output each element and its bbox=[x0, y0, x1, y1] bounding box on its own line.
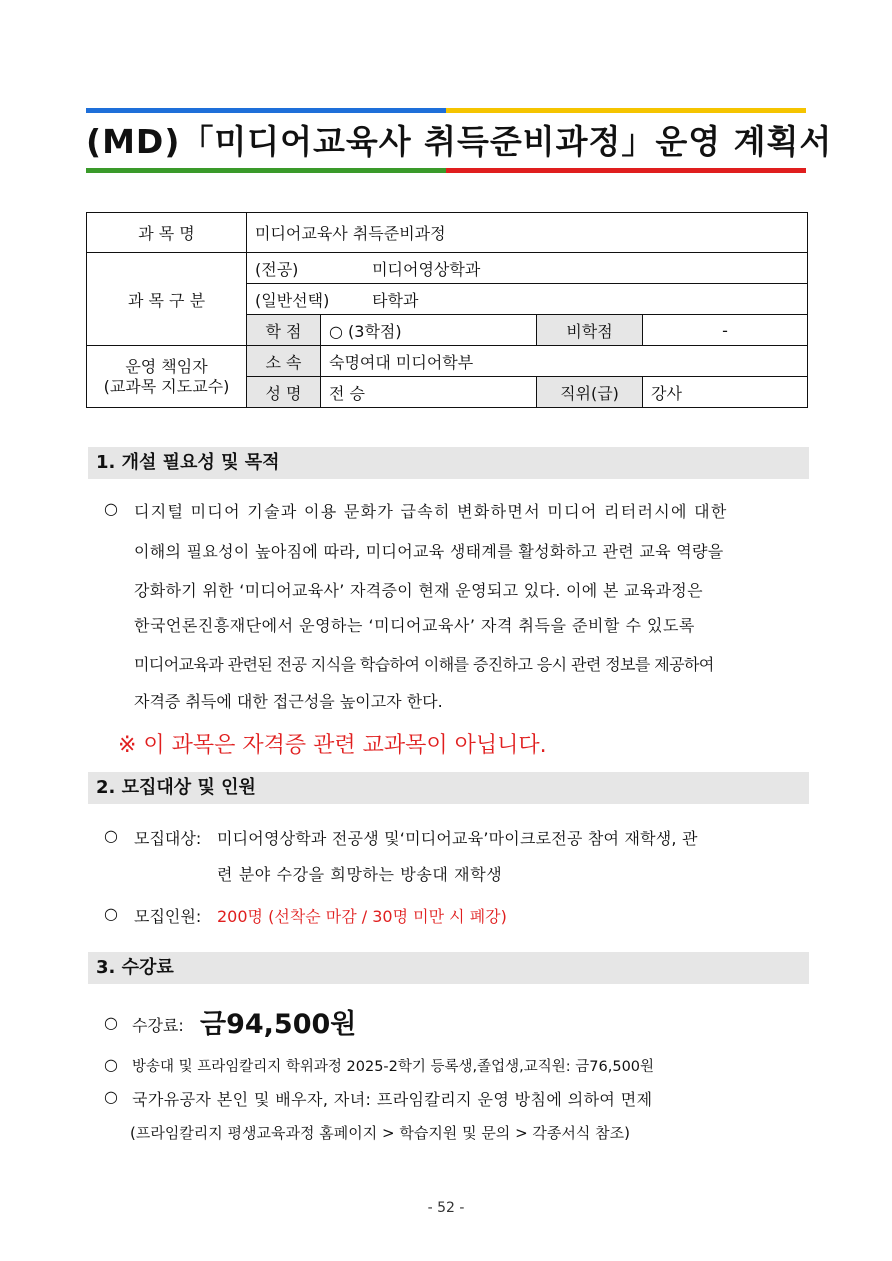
affiliation-value: 숙명여대 미디어학부 bbox=[321, 346, 808, 377]
bottom-bar-red bbox=[446, 168, 806, 173]
course-name-value: 미디어교육사 취득준비과정 bbox=[247, 213, 808, 253]
credit-value: ○ (3학점) bbox=[321, 315, 537, 346]
name-value: 전 승 bbox=[321, 377, 537, 408]
target-label: 모집대상: bbox=[134, 829, 202, 848]
section1-line: 한국언론진흥재단에서 운영하는 ‘미디어교육사’ 자격 취득을 준비할 수 있도록 bbox=[134, 616, 695, 635]
course-name-label: 과 목 명 bbox=[87, 213, 247, 253]
section1-line: 자격증 취득에 대한 접근성을 높이고자 한다. bbox=[134, 692, 443, 711]
major-tag: (전공) bbox=[255, 259, 299, 279]
position-value: 강사 bbox=[643, 377, 808, 408]
count-label: 모집인원: bbox=[134, 907, 202, 926]
section1-line: 디지털 미디어 기술과 이용 문화가 급속히 변화하면서 미디어 리터러시에 대한 bbox=[134, 502, 728, 521]
exempt-line2: (프라임칼리지 평생교육과정 홈페이지 > 학습지원 및 문의 > 각종서식 참조) bbox=[130, 1124, 630, 1142]
fee-label: 수강료: bbox=[132, 1016, 184, 1035]
course-info-table bbox=[86, 212, 808, 408]
target-line2: 련 분야 수강을 희망하는 방송대 재학생 bbox=[217, 865, 503, 884]
noncredit-label: 비학점 bbox=[537, 315, 643, 346]
bullet-circle: ○ bbox=[104, 1087, 118, 1106]
section3-heading: 3. 수강료 bbox=[88, 952, 809, 984]
affiliation-label: 소 속 bbox=[247, 346, 321, 377]
bottom-bar-green bbox=[86, 168, 446, 173]
major-value: 미디어영상학과 bbox=[372, 259, 481, 279]
section1-line: 이해의 필요성이 높아짐에 따라, 미디어교육 생태계를 활성화하고 관련 교육 역량을 bbox=[134, 542, 724, 561]
elective-tag: (일반선택) bbox=[255, 290, 330, 310]
fee-amount bbox=[200, 1002, 356, 1041]
category-label: 과 목 구 분 bbox=[87, 253, 247, 346]
bullet-circle: ○ bbox=[104, 499, 118, 518]
manager-label bbox=[87, 346, 247, 408]
section1-line: 강화하기 위한 ‘미디어교육사’ 자격증이 현재 운영되고 있다. 이에 본 교육과정은 bbox=[134, 581, 703, 600]
bullet-circle: ○ bbox=[104, 826, 118, 845]
section1-line: 미디어교육과 관련된 전공 지식을 학습하여 이해를 증진하고 응시 관련 정보를 제공하여 bbox=[134, 655, 714, 674]
elective-value: 타학과 bbox=[372, 290, 419, 310]
bullet-circle: ○ bbox=[104, 1055, 118, 1074]
section2-heading: 2. 모집대상 및 인원 bbox=[88, 772, 809, 804]
page-title: (MD)「미디어교육사 취득준비과정」운영 계획서 bbox=[86, 122, 833, 161]
top-bar-blue bbox=[86, 108, 446, 113]
top-bar-yellow bbox=[446, 108, 806, 113]
exempt-line1: 국가유공자 본인 및 배우자, 자녀: 프라임칼리지 운영 방침에 의하여 면제 bbox=[132, 1090, 653, 1109]
section1-heading: 1. 개설 필요성 및 목적 bbox=[88, 447, 809, 479]
page-number: - 52 - bbox=[427, 1200, 465, 1216]
bullet-circle: ○ bbox=[104, 904, 118, 923]
credit-label: 학 점 bbox=[247, 315, 321, 346]
target-line1: 미디어영상학과 전공생 및‘미디어교육’마이크로전공 참여 재학생, 관 bbox=[217, 829, 698, 848]
discount-line: 방송대 및 프라임칼리지 학위과정 2025-2학기 등록생,졸업생,교직원: 금76,500원 bbox=[132, 1059, 655, 1075]
notice-text: ※ 이 과목은 자격증 관련 교과목이 아닙니다. bbox=[118, 733, 547, 758]
manager-label-line1: 운영 책임자 bbox=[125, 356, 208, 376]
name-label: 성 명 bbox=[247, 377, 321, 408]
fee-amount-text: 금94,500원 bbox=[200, 1009, 357, 1040]
noncredit-value: - bbox=[643, 315, 808, 346]
manager-label-line2: (교과목 지도교수) bbox=[103, 376, 230, 396]
major-row bbox=[247, 253, 808, 284]
count-value: 200명 (선착순 마감 / 30명 미만 시 폐강) bbox=[217, 907, 507, 926]
elective-row bbox=[247, 284, 808, 315]
bullet-circle: ○ bbox=[104, 1013, 118, 1032]
position-label: 직위(급) bbox=[537, 377, 643, 408]
